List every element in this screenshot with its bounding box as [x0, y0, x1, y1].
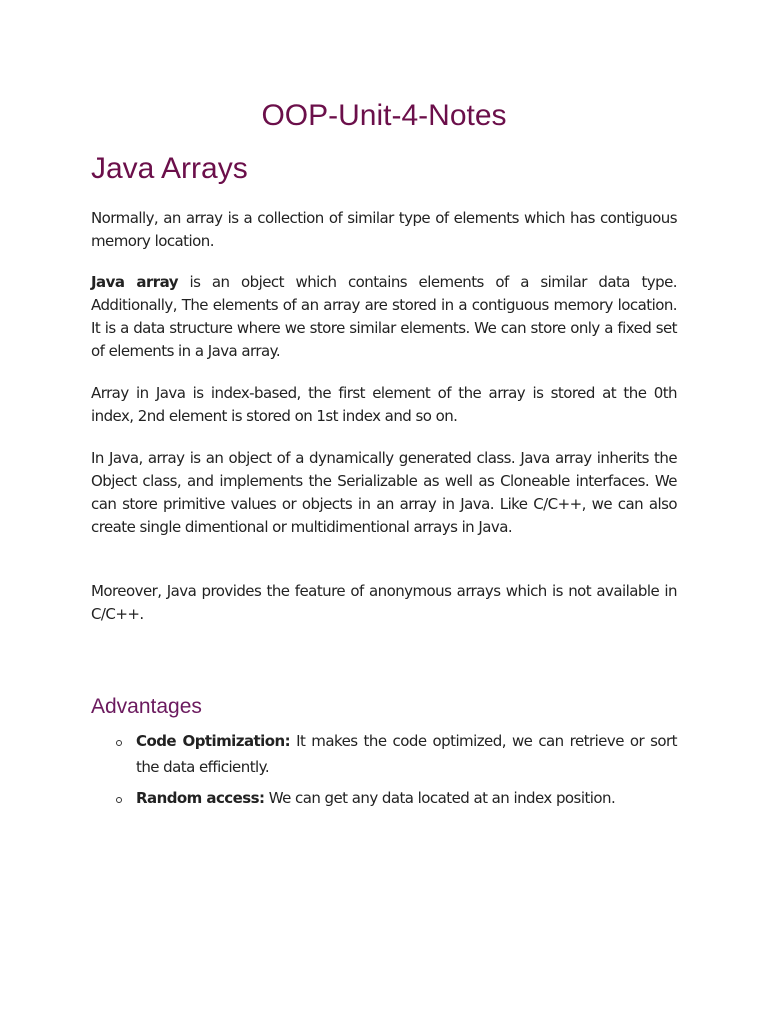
paragraph-dynamic-class [91, 447, 677, 539]
paragraph-text: Normally, an array is a collection of similar type of elements which has contiguous memory location. [91, 209, 677, 250]
list-item [91, 785, 677, 811]
paragraph-array-definition [91, 207, 677, 253]
paragraph-text: is an object which contains elements of a similar data type. Additionally, The elements of an array are stored in a contiguous memory location. It is a data structure where we store similar elements. We can store only a fixed set of elements in a Java array. [91, 273, 677, 360]
paragraph-java-array [91, 271, 677, 363]
hollow-circle-bullet-icon [116, 797, 122, 803]
document-title: OOP-Unit-4-Notes [261, 99, 507, 132]
list-item-text: We can get any data located at an index position. [264, 789, 616, 807]
section-heading-advantages: Advantages [91, 695, 202, 718]
paragraph-text: Array in Java is index-based, the first element of the array is stored at the 0th index, 2nd element is stored on 1st index and so on. [91, 384, 677, 425]
paragraph-index-based [91, 382, 677, 428]
paragraph-text: In Java, array is an object of a dynamically generated class. Java array inherits the Object class, and implements the Serializable as well as Cloneable interfaces. We can store primitive values or objects in an array in Java. Like C/C++, we can also create single dimentional or multidimentional arrays in Java. [91, 449, 677, 536]
list-item-text: It makes the code optimized, we can retrieve or sort the data efficiently. [136, 732, 677, 776]
section-heading-java-arrays: Java Arrays [91, 152, 248, 185]
list-item-term: Code Optimization: [136, 732, 291, 750]
hollow-circle-bullet-icon [116, 740, 122, 746]
advantages-list [91, 728, 677, 816]
paragraph-bold-term: Java array [91, 273, 178, 291]
paragraph-text: Moreover, Java provides the feature of anonymous arrays which is not available in C/C++. [91, 582, 677, 623]
paragraph-anonymous-arrays [91, 580, 677, 626]
list-item [91, 728, 677, 780]
list-item-term: Random access: [136, 789, 265, 807]
